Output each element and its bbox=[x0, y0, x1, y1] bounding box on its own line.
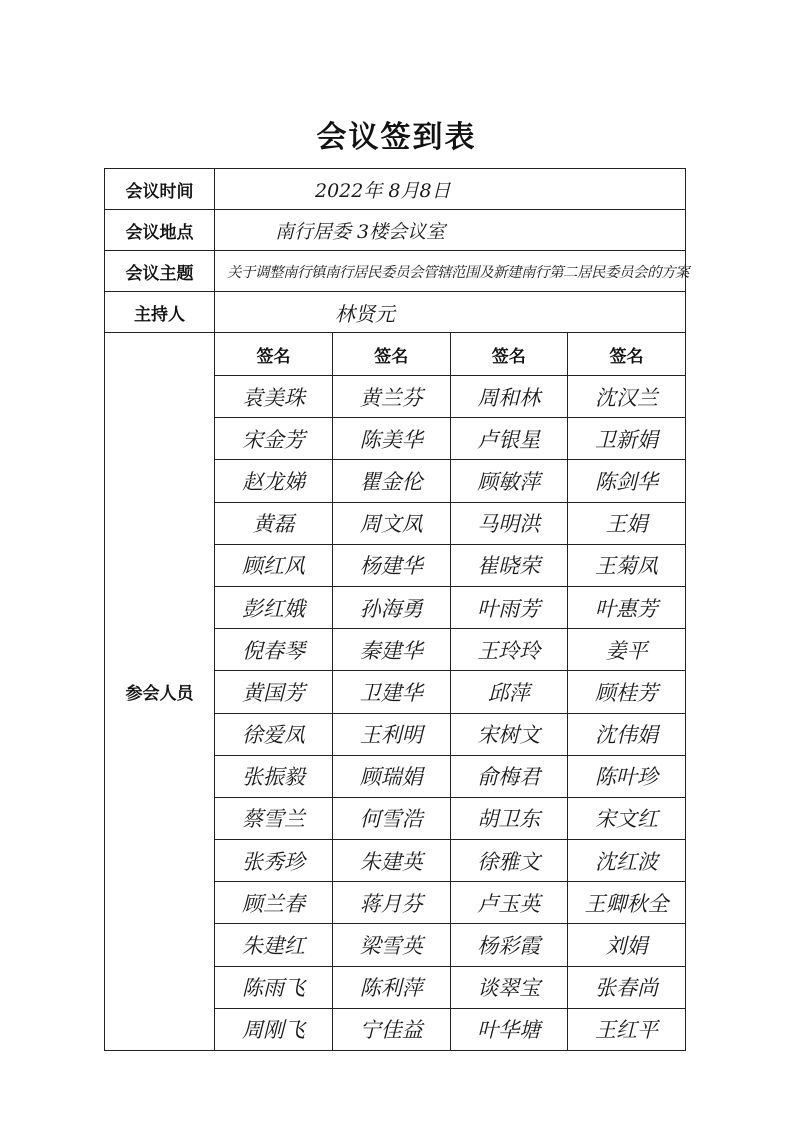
signature-cell: 徐爱凤 bbox=[215, 713, 333, 755]
signature-cell: 朱建英 bbox=[333, 840, 451, 882]
signature-row bbox=[215, 797, 685, 839]
signature-cell: 顾兰春 bbox=[215, 882, 333, 924]
signature-cell: 刘娟 bbox=[568, 924, 686, 966]
signature-cell: 叶惠芳 bbox=[568, 586, 686, 628]
signature-cell: 卢玉英 bbox=[450, 882, 568, 924]
signature-cell: 卫新娟 bbox=[568, 418, 686, 460]
signature-row bbox=[215, 882, 685, 924]
signature-row bbox=[215, 924, 685, 966]
signature-cell: 陈美华 bbox=[333, 418, 451, 460]
signature-cell: 沈红波 bbox=[568, 840, 686, 882]
meeting-place-value: 南行居委 3楼会议室 bbox=[215, 210, 686, 251]
signature-cell: 周刚飞 bbox=[215, 1008, 333, 1050]
meeting-topic-row bbox=[105, 251, 686, 292]
signature-cell: 宋树文 bbox=[450, 713, 568, 755]
signature-cell: 孙海勇 bbox=[333, 586, 451, 628]
signature-row bbox=[215, 586, 685, 628]
signature-cell: 张秀珍 bbox=[215, 840, 333, 882]
signature-cell: 黄国芳 bbox=[215, 671, 333, 713]
signature-cell: 顾桂芳 bbox=[568, 671, 686, 713]
signature-cell: 张春尚 bbox=[568, 966, 686, 1008]
signature-cell: 彭红娥 bbox=[215, 586, 333, 628]
signature-cell: 俞梅君 bbox=[450, 755, 568, 797]
signature-cell: 顾敏萍 bbox=[450, 460, 568, 502]
signature-cell: 沈汉兰 bbox=[568, 376, 686, 418]
signature-cell: 杨彩霞 bbox=[450, 924, 568, 966]
signature-cell: 马明洪 bbox=[450, 502, 568, 544]
signature-cell: 顾瑞娟 bbox=[333, 755, 451, 797]
signature-cell: 王娟 bbox=[568, 502, 686, 544]
signature-cell: 黄磊 bbox=[215, 502, 333, 544]
signature-row bbox=[215, 755, 685, 797]
signature-cell: 顾红风 bbox=[215, 544, 333, 586]
signature-cell: 倪春琴 bbox=[215, 629, 333, 671]
meeting-time-value: 2022年 8月8日 bbox=[215, 169, 686, 210]
signature-row bbox=[215, 544, 685, 586]
sign-in-table bbox=[104, 168, 689, 1051]
signature-row bbox=[215, 460, 685, 502]
signature-row bbox=[215, 671, 685, 713]
signature-row bbox=[215, 966, 685, 1008]
signature-row bbox=[215, 376, 685, 418]
signature-cell: 宋金芳 bbox=[215, 418, 333, 460]
signature-column-header: 签名 bbox=[215, 333, 333, 376]
signature-row bbox=[215, 713, 685, 755]
signature-header-row bbox=[215, 333, 685, 376]
signature-cell: 宋文红 bbox=[568, 797, 686, 839]
signature-cell: 王卿秋全 bbox=[568, 882, 686, 924]
signature-row bbox=[215, 418, 685, 460]
signature-cell: 王菊凤 bbox=[568, 544, 686, 586]
participants-label: 参会人员 bbox=[105, 333, 215, 1051]
host-value: 林贤元 bbox=[215, 292, 686, 333]
signature-cell: 宁佳益 bbox=[333, 1008, 451, 1050]
signature-row bbox=[215, 629, 685, 671]
signature-cell: 瞿金伦 bbox=[333, 460, 451, 502]
signature-cell: 黄兰芬 bbox=[333, 376, 451, 418]
signature-cell: 张振毅 bbox=[215, 755, 333, 797]
signature-cell: 王红平 bbox=[568, 1008, 686, 1050]
signature-column-header: 签名 bbox=[568, 333, 686, 376]
signature-cell: 蔡雪兰 bbox=[215, 797, 333, 839]
signature-cell: 袁美珠 bbox=[215, 376, 333, 418]
signature-cell: 卢银星 bbox=[450, 418, 568, 460]
signature-cell: 朱建红 bbox=[215, 924, 333, 966]
meeting-topic-value: 关于调整南行镇南行居民委员会管辖范围及新建南行第二居民委员会的方案 bbox=[215, 251, 686, 292]
meeting-time-row bbox=[105, 169, 686, 210]
meeting-place-row bbox=[105, 210, 686, 251]
signature-cell: 陈叶珍 bbox=[568, 755, 686, 797]
signature-cell: 周文凤 bbox=[333, 502, 451, 544]
signature-column-header: 签名 bbox=[450, 333, 568, 376]
signature-cell: 周和林 bbox=[450, 376, 568, 418]
meeting-place-label: 会议地点 bbox=[105, 210, 215, 251]
signature-cell: 杨建华 bbox=[333, 544, 451, 586]
signature-cell: 叶华塘 bbox=[450, 1008, 568, 1050]
signature-cell: 崔晓荣 bbox=[450, 544, 568, 586]
signature-cell: 叶雨芳 bbox=[450, 586, 568, 628]
signature-row bbox=[215, 1008, 685, 1050]
signature-cell: 陈雨飞 bbox=[215, 966, 333, 1008]
host-label: 主持人 bbox=[105, 292, 215, 333]
meeting-time-label: 会议时间 bbox=[105, 169, 215, 210]
signature-cell: 梁雪英 bbox=[333, 924, 451, 966]
signature-cell: 王利明 bbox=[333, 713, 451, 755]
signature-cell: 赵龙娣 bbox=[215, 460, 333, 502]
meeting-topic-label: 会议主题 bbox=[105, 251, 215, 292]
signature-column-header: 签名 bbox=[333, 333, 451, 376]
signature-cell: 胡卫东 bbox=[450, 797, 568, 839]
signature-cell: 陈剑华 bbox=[568, 460, 686, 502]
signature-cell: 徐雅文 bbox=[450, 840, 568, 882]
signature-cell: 何雪浩 bbox=[333, 797, 451, 839]
signature-row bbox=[215, 502, 685, 544]
signature-cell: 王玲玲 bbox=[450, 629, 568, 671]
signature-cell: 蒋月芬 bbox=[333, 882, 451, 924]
signature-cell: 秦建华 bbox=[333, 629, 451, 671]
signature-cell: 陈利萍 bbox=[333, 966, 451, 1008]
signature-cell: 姜平 bbox=[568, 629, 686, 671]
signature-grid bbox=[215, 333, 685, 1050]
participants-row bbox=[105, 333, 686, 1051]
signature-cell: 卫建华 bbox=[333, 671, 451, 713]
page-title: 会议签到表 bbox=[316, 120, 477, 155]
signature-cell: 沈伟娟 bbox=[568, 713, 686, 755]
host-row bbox=[105, 292, 686, 333]
signature-cell: 谈翠宝 bbox=[450, 966, 568, 1008]
signature-row bbox=[215, 840, 685, 882]
signature-cell: 邱萍 bbox=[450, 671, 568, 713]
